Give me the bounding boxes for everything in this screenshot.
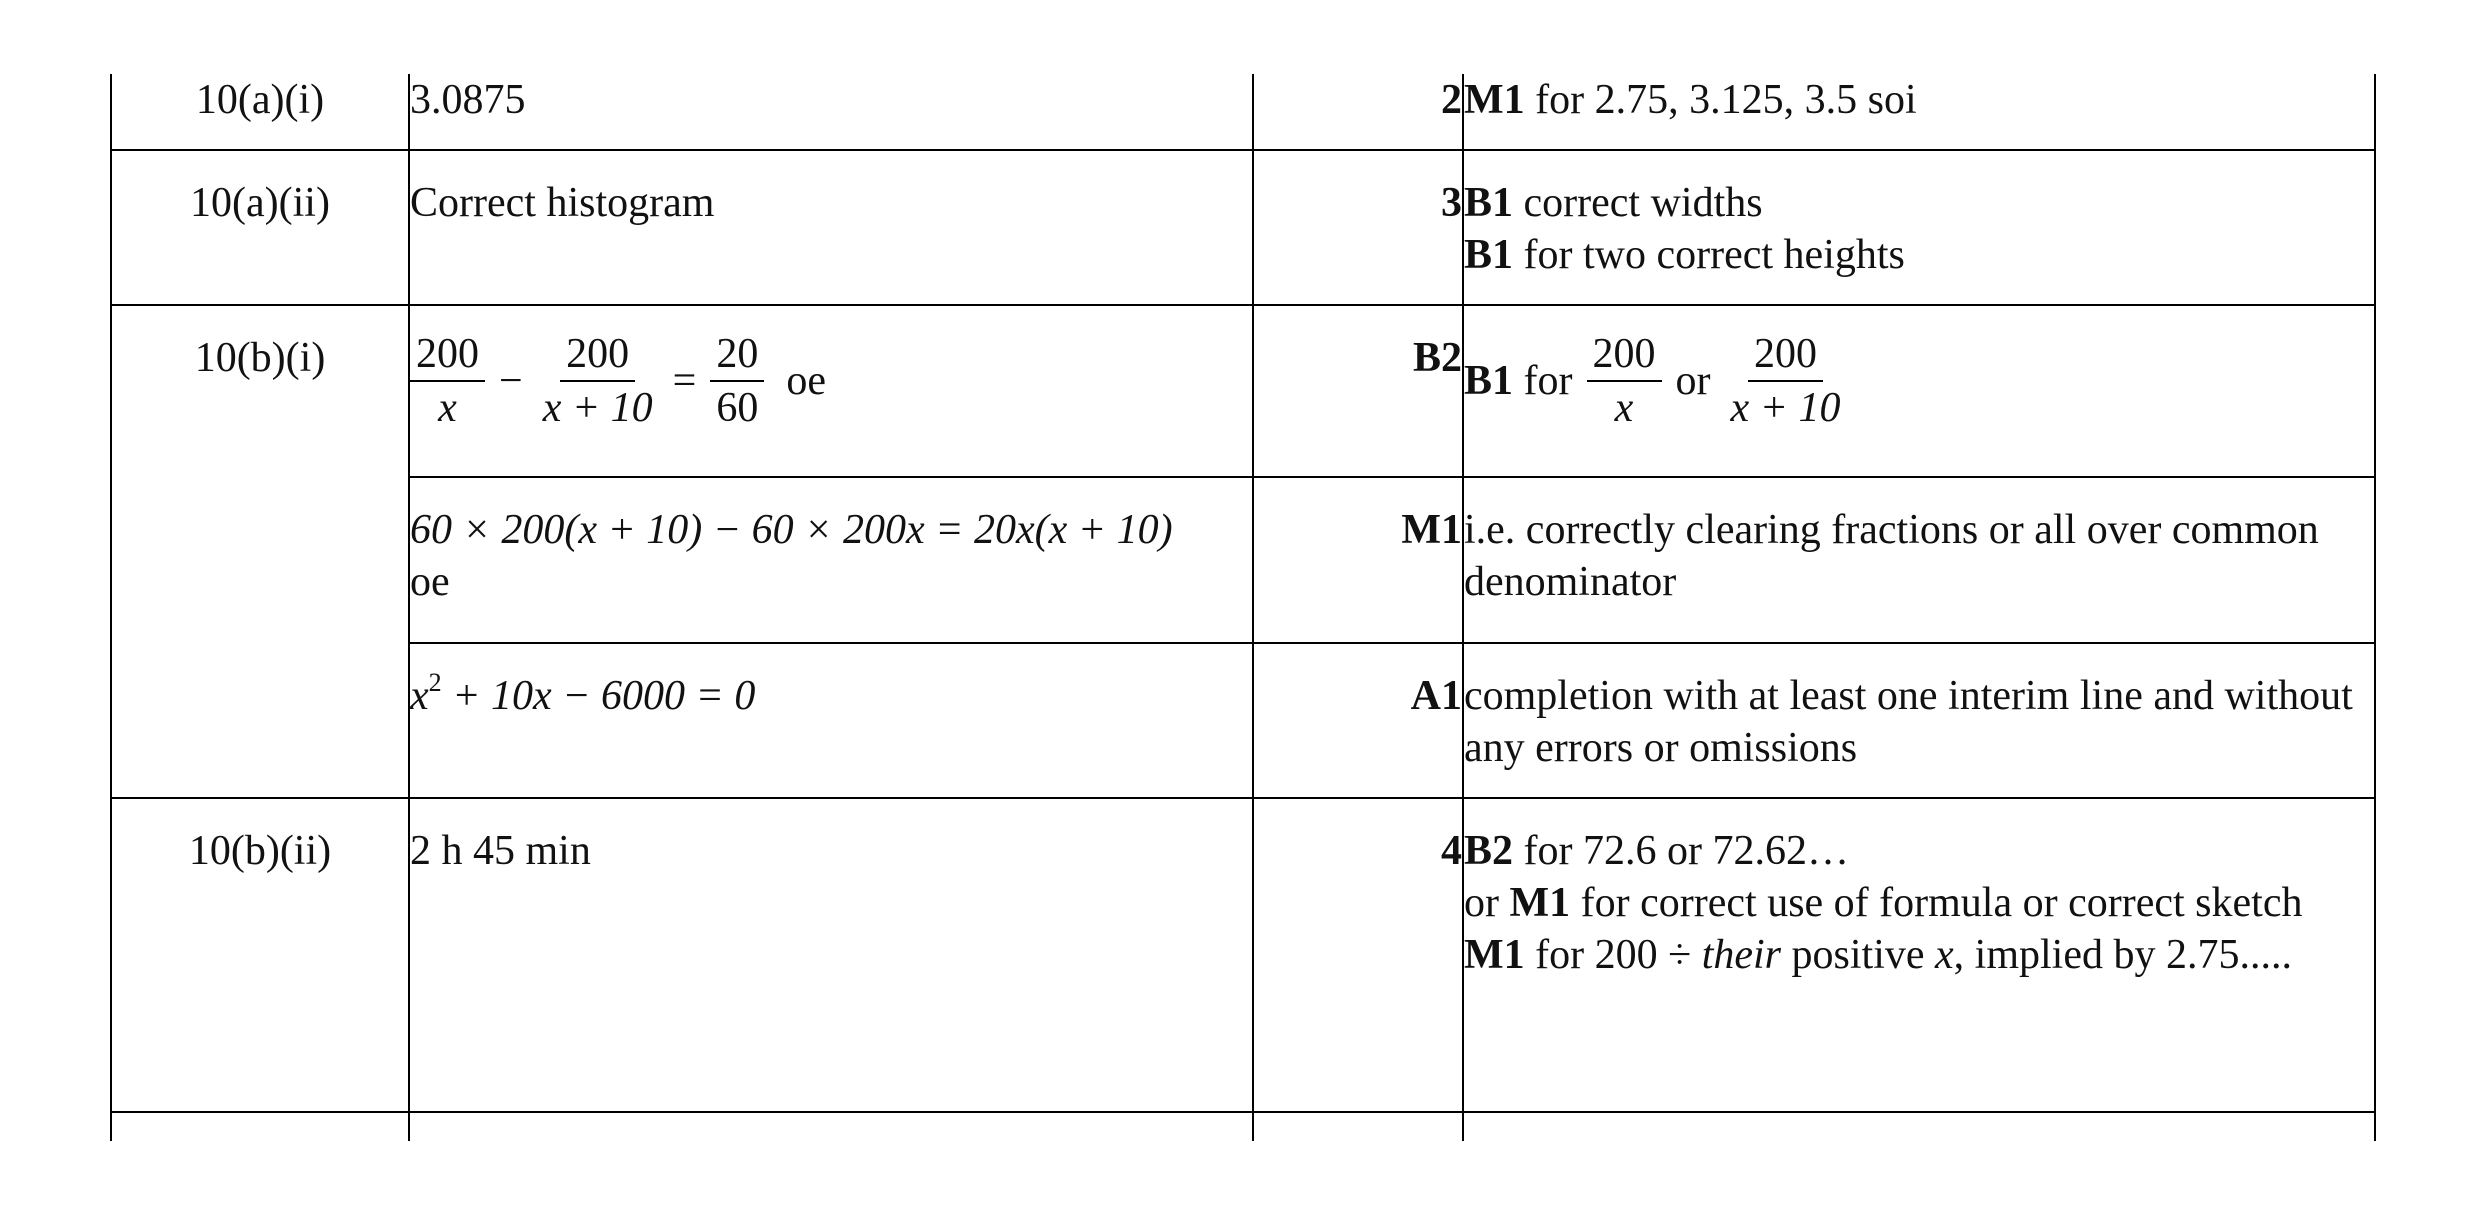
guidance-line [1464, 229, 2374, 281]
guidance-equation [1464, 328, 2374, 434]
marks-cell: A1 [1253, 643, 1463, 798]
fraction [1725, 328, 1847, 434]
answer-cell: 3.0875 [409, 74, 1253, 150]
marks-cell: 2 [1253, 74, 1463, 150]
table-row [111, 643, 2375, 798]
empty-cell [111, 1112, 409, 1141]
guidance-text: or [1464, 880, 1510, 926]
question-number: 10(a)(ii) [111, 150, 409, 305]
fraction [1587, 328, 1662, 434]
guidance-text: for 2.75, 3.125, 3.5 soi [1524, 77, 1917, 123]
minus-sign: − [499, 358, 523, 404]
guidance-text: , implied by 2.75..... [1953, 932, 2292, 978]
guidance-text: for [1513, 358, 1573, 404]
oe-note: oe [786, 358, 827, 404]
question-number: 10(a)(i) [111, 74, 409, 150]
or-text: or [1675, 358, 1711, 404]
empty-cell [1253, 1112, 1463, 1141]
table-row-continuation [111, 1112, 2375, 1141]
denominator: x + 10 [542, 385, 653, 431]
mark-code: M1 [1464, 932, 1525, 978]
empty-cell [409, 1112, 1253, 1141]
question-number: 10(b)(i) [111, 305, 409, 798]
mark-code: M1 [1464, 77, 1525, 123]
mark-code: B1 [1464, 232, 1514, 278]
guidance-text: for 72.6 or 72.62… [1513, 828, 1849, 874]
equation-rest: + 10x − 6000 = 0 [441, 673, 756, 719]
denominator: x [438, 385, 457, 431]
answer-cell: 2 h 45 min [409, 798, 1253, 1112]
answer-line: 60 × 200(x + 10) − 60 × 200x = 20x(x + 10) [410, 507, 1173, 553]
fraction [710, 328, 764, 434]
numerator: 200 [1587, 328, 1662, 382]
answer-line: oe [410, 559, 450, 605]
guidance-text: for two correct heights [1513, 232, 1905, 278]
marks-cell: 3 [1253, 150, 1463, 305]
guidance-variable: x [1935, 932, 1954, 978]
denominator: x + 10 [1730, 385, 1841, 431]
guidance-prefix [1464, 355, 1573, 407]
mark-code: B1 [1464, 358, 1514, 404]
table-row [111, 74, 2375, 150]
guidance-italic: their [1701, 932, 1782, 978]
marks-cell: B2 [1253, 305, 1463, 477]
mark-code: M1 [1509, 880, 1571, 926]
equals-sign: = [672, 358, 697, 404]
guidance-cell [1463, 798, 2375, 1112]
guidance-text: for 200 ÷ [1524, 932, 1702, 978]
guidance-text: positive [1781, 932, 1936, 978]
equation [410, 328, 1252, 434]
fraction [410, 328, 485, 434]
denominator: x [1614, 385, 1634, 431]
guidance-line [1464, 177, 2374, 229]
guidance-text: for correct use of formula or correct sketch [1570, 880, 2303, 926]
mark-code: B2 [1464, 828, 1514, 874]
fraction [537, 328, 659, 434]
marks-cell: M1 [1253, 477, 1463, 643]
mark-scheme-table [110, 74, 2376, 1141]
guidance-cell [1463, 305, 2375, 477]
numerator: 20 [710, 328, 764, 382]
equation-base: x [410, 673, 429, 719]
answer-cell [409, 643, 1253, 798]
guidance-cell: completion with at least one interim line and without any errors or omissions [1463, 643, 2375, 798]
guidance-line [1464, 929, 2374, 981]
answer-cell: Correct histogram [409, 150, 1253, 305]
guidance-line [1464, 825, 2374, 877]
numerator: 200 [1748, 328, 1823, 382]
denominator: 60 [716, 385, 759, 431]
table-row [111, 477, 2375, 643]
mark-code: B1 [1464, 180, 1514, 226]
table-row [111, 798, 2375, 1112]
numerator: 200 [560, 328, 635, 382]
table-row [111, 305, 2375, 477]
exponent: 2 [428, 668, 442, 697]
numerator: 200 [410, 328, 485, 382]
guidance-cell [1463, 150, 2375, 305]
empty-cell [1463, 1112, 2375, 1141]
guidance-cell [1463, 74, 2375, 150]
answer-cell [409, 477, 1253, 643]
answer-cell [409, 305, 1253, 477]
guidance-line [1464, 877, 2374, 929]
question-number: 10(b)(ii) [111, 798, 409, 1112]
guidance-text: correct widths [1513, 180, 1763, 226]
table-row [111, 150, 2375, 305]
guidance-cell: i.e. correctly clearing fractions or all over common denominator [1463, 477, 2375, 643]
marks-cell: 4 [1253, 798, 1463, 1112]
